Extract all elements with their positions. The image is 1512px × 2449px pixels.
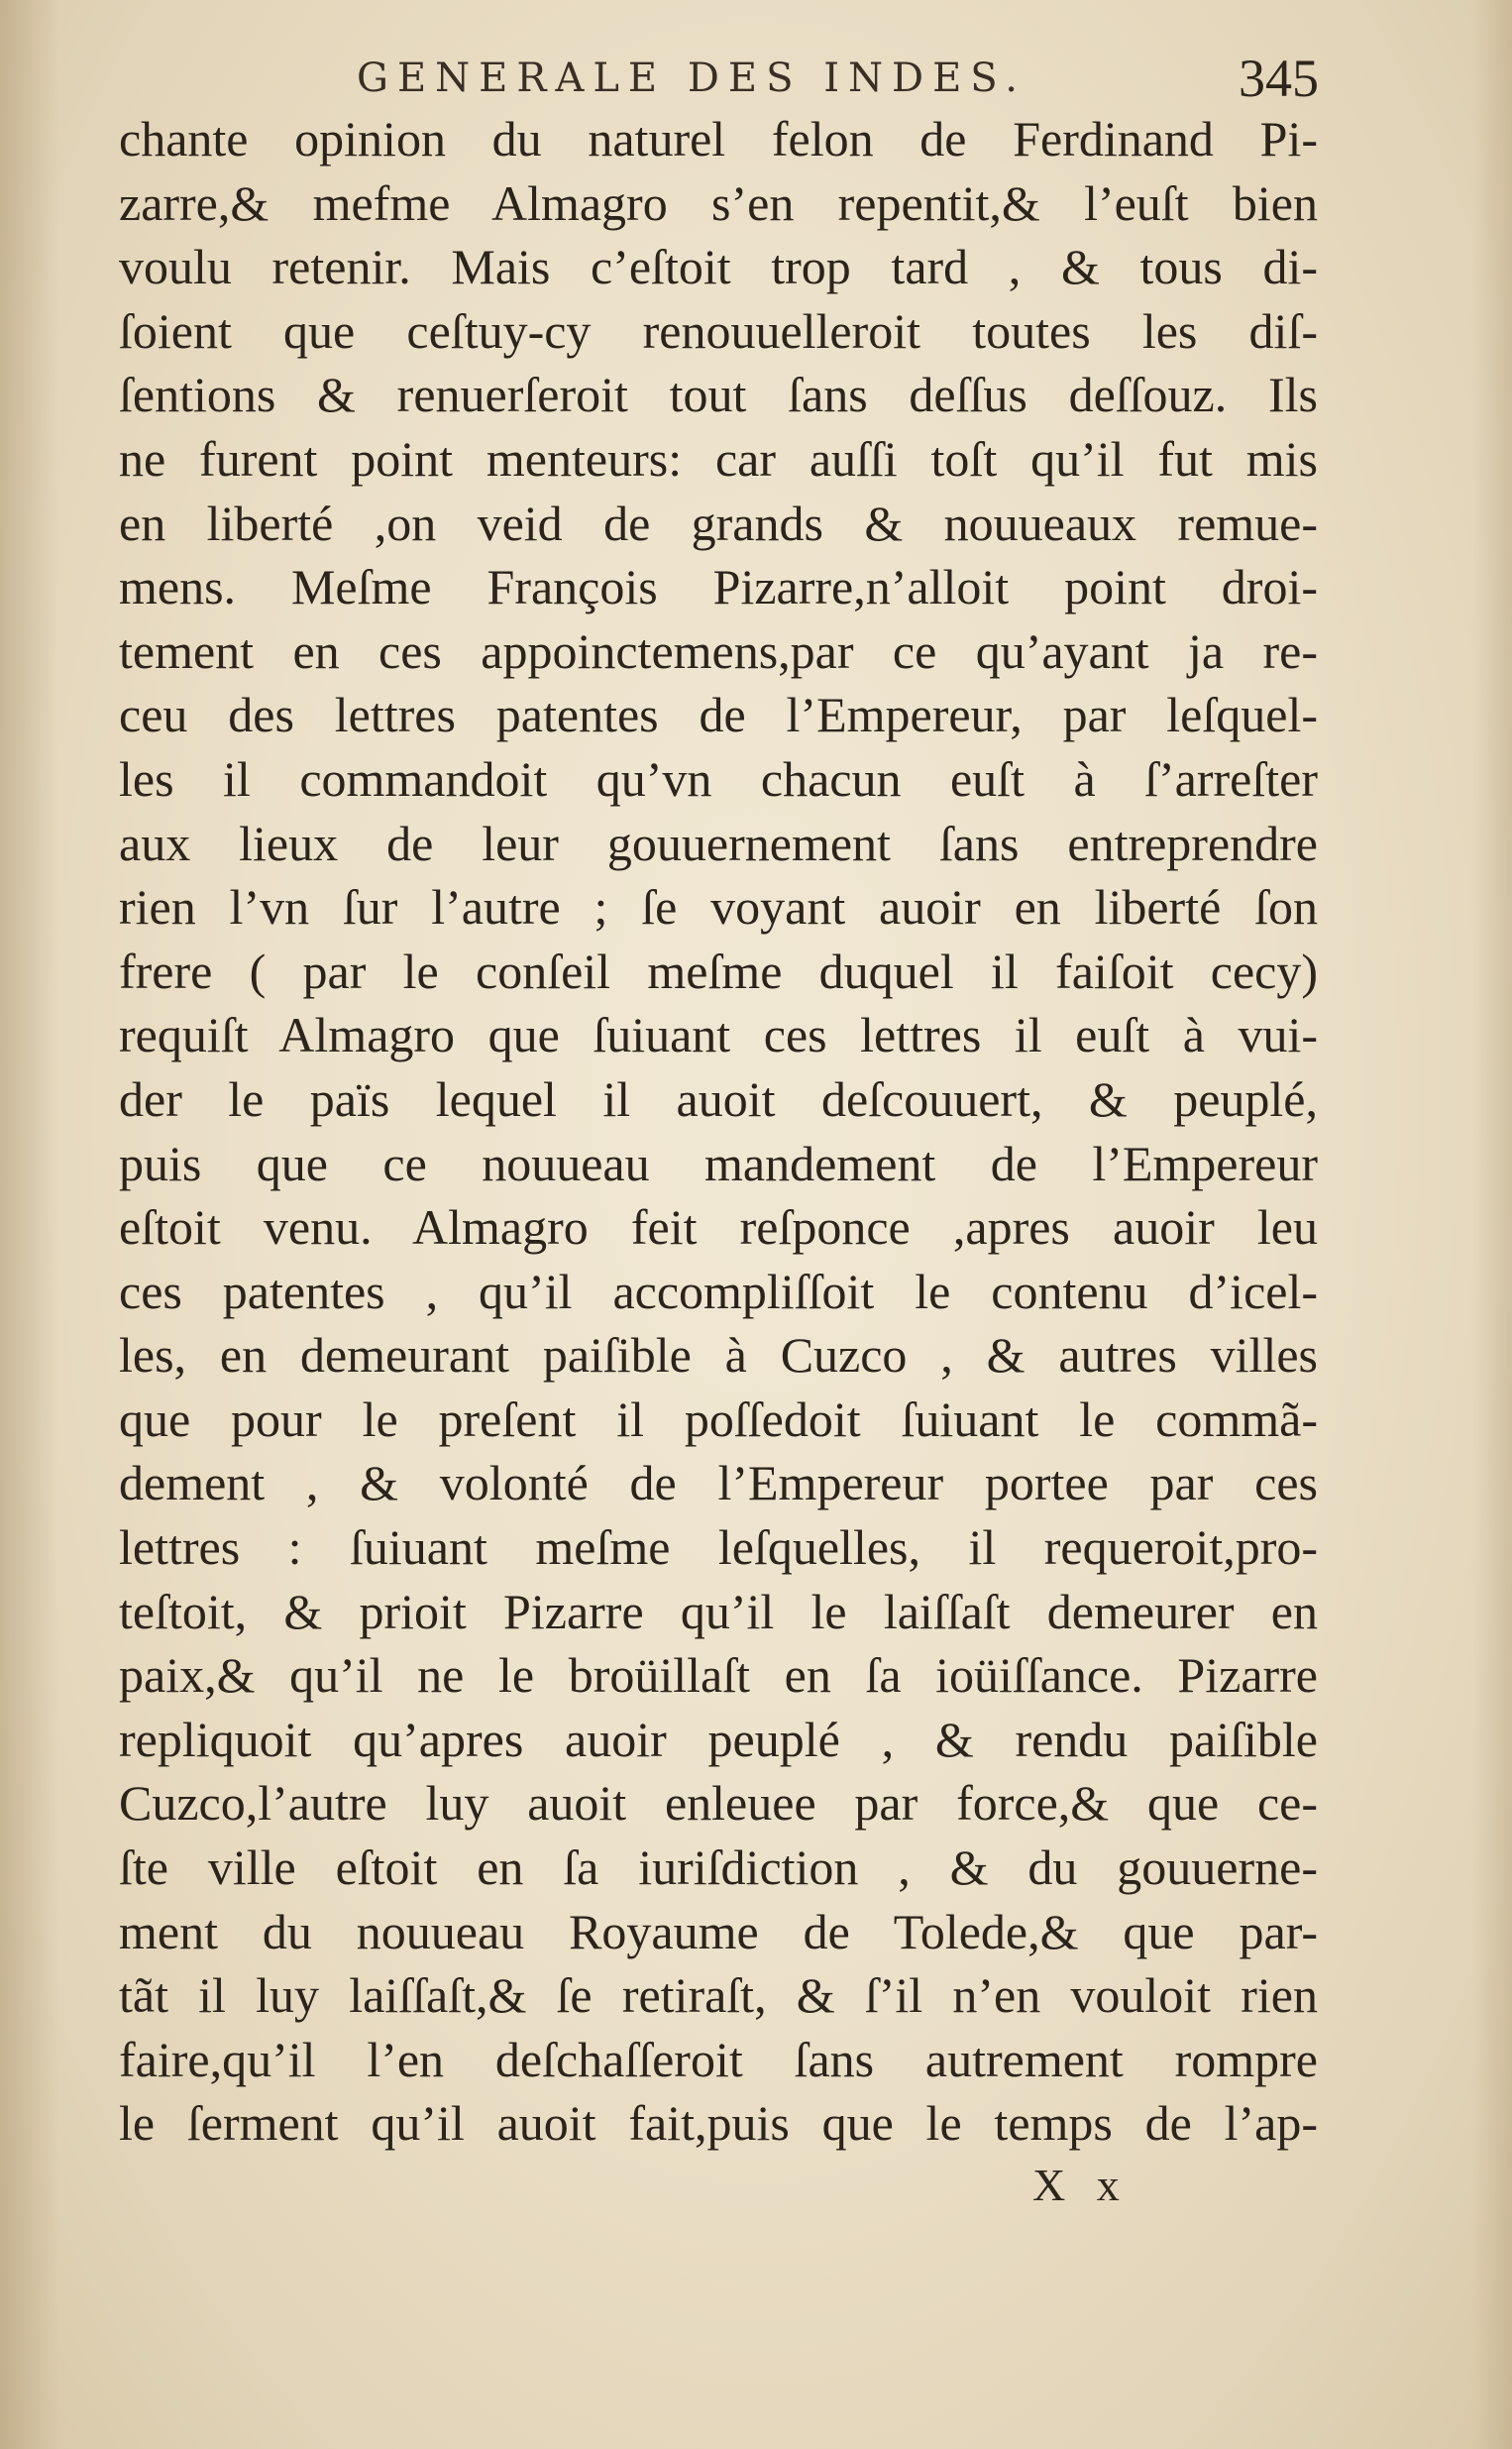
text-line: lettres : ſuiuant meſme leſquelles, il requeroit,pro-	[119, 1519, 1318, 1576]
text-line: que pour le preſent il poſſedoit ſuiuant le commã-	[119, 1391, 1318, 1447]
text-line: der le païs lequel il auoit deſcouuert, & peuplé,	[119, 1070, 1318, 1127]
body-text	[119, 107, 1318, 2156]
page-number: 345	[1239, 49, 1319, 108]
text-line: dement , & volonté de l’Empereur portee par ces	[119, 1455, 1318, 1511]
text-line: faire,qu’il l’en deſchaſſeroit ſans autrement rompre	[119, 2031, 1318, 2087]
text-line: tement en ces appoinctemens,par ce qu’ayant ja re-	[119, 622, 1318, 679]
text-line: Cuzco,l’autre luy auoit enleuee par force,& que ce-	[119, 1775, 1318, 1832]
text-line: ſte ville eſtoit en ſa iuriſdiction , & du gouuerne-	[119, 1839, 1318, 1896]
text-line: eſtoit venu. Almagro feit reſponce ,apres auoir leu	[119, 1199, 1318, 1256]
text-line: ment du nouueau Royaume de Tolede,& que par-	[119, 1903, 1318, 1959]
text-line: tãt il luy laiſſaſt,& ſe retiraſt, & ſ’il n’en vouloit rien	[119, 1967, 1318, 2024]
text-line: paix,& qu’il ne le broüillaſt en ſa ioüiſſance. Pizarre	[119, 1647, 1318, 1704]
signature-mark: X x	[1032, 2160, 1130, 2210]
text-line: repliquoit qu’apres auoir peuplé , & rendu paiſible	[119, 1711, 1318, 1767]
text-line: ſentions & renuerſeroit tout ſans deſſus deſſouz. Ils	[119, 367, 1318, 423]
text-line: ne furent point menteurs: car auſſi toſt qu’il fut mis	[119, 430, 1318, 487]
text-line: puis que ce nouueau mandement de l’Empereur	[119, 1135, 1318, 1191]
text-line: teſtoit, & prioit Pizarre qu’il le laiſſaſt demeurer en	[119, 1583, 1318, 1639]
text-line: rien l’vn ſur l’autre ; ſe voyant auoir en liberté ſon	[119, 879, 1318, 936]
text-line: ceu des lettres patentes de l’Empereur, par leſquel-	[119, 687, 1318, 743]
text-line: aux lieux de leur gouuernement ſans entreprendre	[119, 815, 1318, 871]
text-line: ſoient que ceſtuy-cy renouuelleroit toutes les diſ-	[119, 302, 1318, 359]
running-head: GENERALE DES INDES.	[357, 56, 1026, 101]
text-line: requiſt Almagro que ſuiuant ces lettres il euſt à vui-	[119, 1007, 1318, 1063]
text-line: frere ( par le conſeil meſme duquel il faiſoit cecy)	[119, 943, 1318, 999]
text-line: mens. Meſme François Pizarre,n’alloit point droi-	[119, 559, 1318, 615]
text-line: ces patentes , qu’il accompliſſoit le contenu d’icel-	[119, 1263, 1318, 1319]
text-line: voulu retenir. Mais c’eſtoit trop tard , & tous di-	[119, 239, 1318, 295]
text-line: en liberté ,on veid de grands & nouueaux remue-	[119, 495, 1318, 551]
text-line: les, en demeurant paiſible à Cuzco , & autres villes	[119, 1327, 1318, 1384]
text-line: le ſerment qu’il auoit fait,puis que le temps de l’ap-	[119, 2095, 1318, 2152]
text-line: les il commandoit qu’vn chacun euſt à ſ’arreſter	[119, 750, 1318, 807]
text-line: zarre,& mefme Almagro s’en repentit,& l’euſt bien	[119, 174, 1318, 231]
text-line: chante opinion du naturel felon de Ferdinand Pi-	[119, 111, 1318, 167]
